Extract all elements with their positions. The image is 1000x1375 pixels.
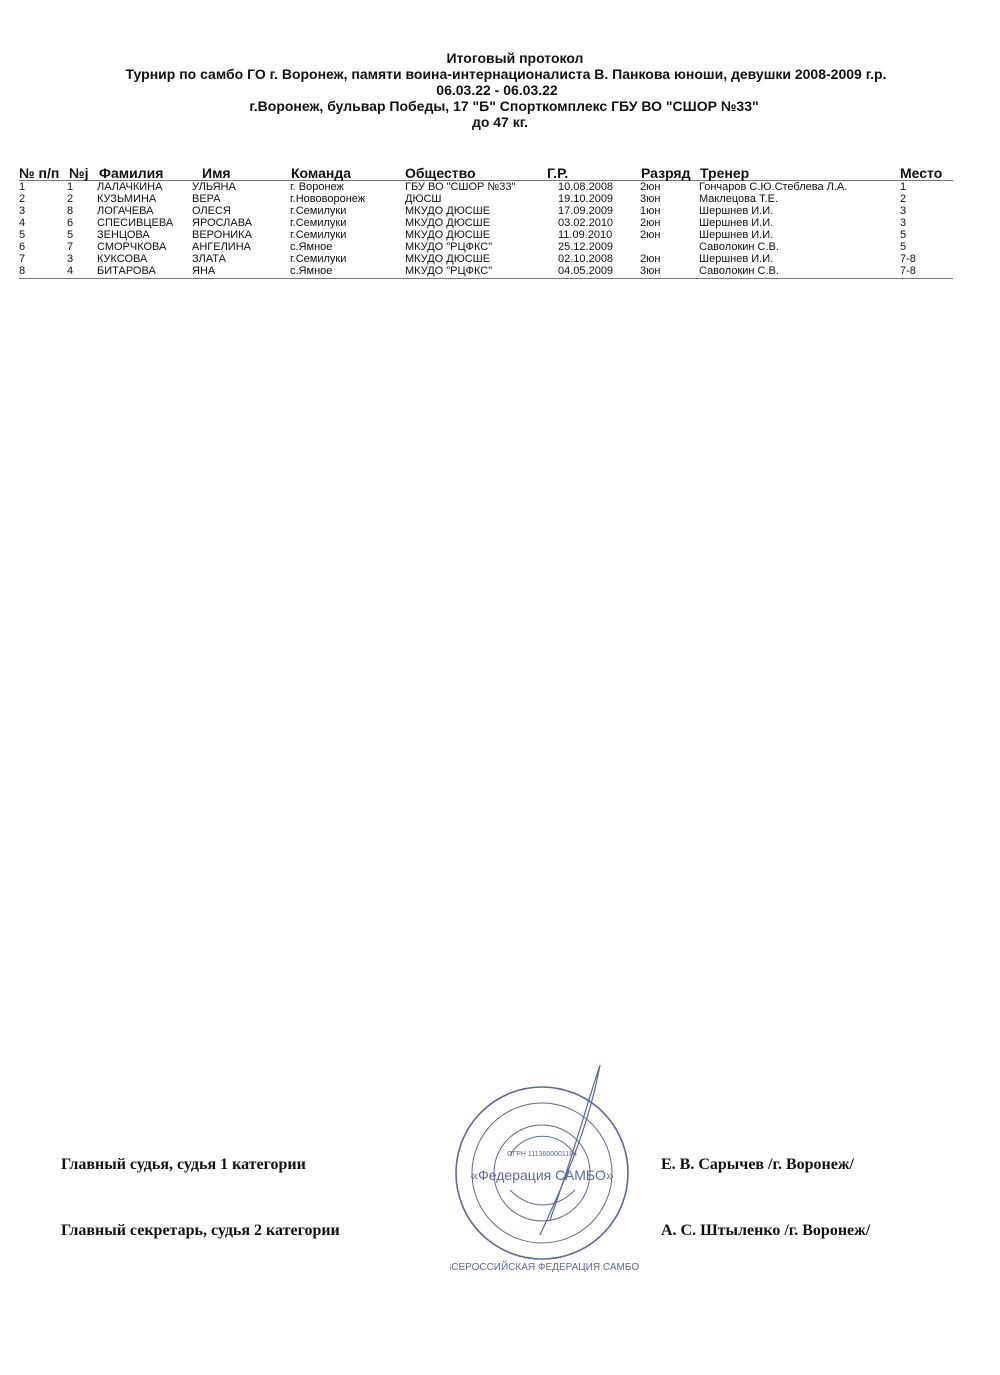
cell-np: 1 xyxy=(19,181,26,193)
cell-np: 6 xyxy=(19,241,26,253)
cell-society: МКУДО ДЮСШЕ xyxy=(405,253,491,265)
cell-team: г.Семилуки xyxy=(290,253,347,265)
tournament-title: Турнир по самбо ГО г. Воронеж, памяти воина-интернационалиста В. Панкова юноши, девушки 2008-2009 г.р. xyxy=(125,66,887,82)
chief-secretary-name: А. С. Штыленко /г. Воронеж/ xyxy=(661,1222,871,1239)
cell-society: ДЮСШ xyxy=(405,193,442,205)
cell-society: МКУДО ДЮСШЕ xyxy=(405,229,491,241)
cell-name: АНГЕЛИНА xyxy=(192,241,251,253)
weight-category: до 47 кг. xyxy=(471,114,529,130)
seal-ogrn: ОГРН 1113600001184 xyxy=(507,1151,577,1158)
table-row xyxy=(19,229,953,241)
cell-rank: 2юн xyxy=(640,181,661,193)
cell-society: ГБУ ВО "СШОР №33" xyxy=(405,181,516,193)
table-row xyxy=(19,193,953,205)
cell-np: 7 xyxy=(19,253,26,265)
cell-team: г.Семилуки xyxy=(290,229,347,241)
seal-stamp-icon xyxy=(450,1060,640,1290)
document-header xyxy=(0,50,1000,130)
cell-coach: Шершнев И.И. xyxy=(699,253,774,265)
cell-surname: БИТАРОВА xyxy=(97,265,156,277)
cell-surname: ЛАЛАЧКИНА xyxy=(97,181,163,193)
cell-team: г.Семилуки xyxy=(290,205,347,217)
cell-place: 3 xyxy=(900,217,907,229)
cell-name: ВЕРОНИКА xyxy=(192,229,252,241)
col-header-surname: Фамилия xyxy=(99,165,164,181)
signature-stroke xyxy=(540,1065,600,1235)
cell-place: 2 xyxy=(900,193,907,205)
cell-surname: СПЕСИВЦЕВА xyxy=(97,217,174,229)
table-row xyxy=(19,217,953,229)
table-row xyxy=(19,253,953,265)
cell-rank: 1юн xyxy=(640,205,661,217)
cell-place: 7-8 xyxy=(900,265,916,277)
cell-np: 8 xyxy=(19,265,26,277)
cell-birth: 03.02.2010 xyxy=(558,217,614,229)
cell-rank: 2юн xyxy=(640,253,661,265)
cell-np: 4 xyxy=(19,217,26,229)
col-header-rank: Разряд xyxy=(641,165,691,181)
cell-coach: Шершнев И.И. xyxy=(699,205,774,217)
table-row xyxy=(19,205,953,217)
results-table xyxy=(19,162,953,279)
cell-rank: 2юн xyxy=(640,217,661,229)
seal-outer: ВСЕРОССИЙСКАЯ ФЕДЕРАЦИЯ САМБО xyxy=(450,1262,640,1273)
table-row xyxy=(19,265,953,277)
cell-name: ЯРОСЛАВА xyxy=(192,217,253,229)
cell-name: ВЕРА xyxy=(192,193,221,205)
cell-rank: 3юн xyxy=(640,193,661,205)
col-header-team: Команда xyxy=(291,165,351,181)
cell-np: 5 xyxy=(19,229,26,241)
cell-rank: 2юн xyxy=(640,229,661,241)
cell-place: 1 xyxy=(900,181,907,193)
cell-place: 7-8 xyxy=(900,253,916,265)
cell-society: МКУДО ДЮСШЕ xyxy=(405,217,491,229)
cell-birth: 02.10.2008 xyxy=(558,253,614,265)
cell-no: 2 xyxy=(67,193,74,205)
cell-birth: 04.05.2009 xyxy=(558,265,614,277)
cell-name: УЛЬЯНА xyxy=(192,181,236,193)
cell-no: 8 xyxy=(67,205,74,217)
cell-coach: Гончаров С.Ю.Стеблева Л.А. xyxy=(699,181,848,193)
cell-birth: 19.10.2009 xyxy=(558,193,614,205)
col-header-birth: Г.Р. xyxy=(547,165,569,181)
cell-no: 4 xyxy=(67,265,74,277)
tournament-venue: г.Воронеж, бульвар Победы, 17 "Б" Спорткомплекс ГБУ ВО "СШОР №33" xyxy=(249,98,759,114)
cell-place: 5 xyxy=(900,241,907,253)
cell-surname: СМОРЧКОВА xyxy=(97,241,167,253)
cell-coach: Саволокин С.В. xyxy=(699,241,779,253)
cell-no: 3 xyxy=(67,253,74,265)
cell-birth: 10.08.2008 xyxy=(558,181,614,193)
seal-center: «Федерация САМБО» xyxy=(470,1167,614,1183)
cell-no: 1 xyxy=(67,181,74,193)
col-header-coach: Тренер xyxy=(700,165,750,181)
cell-coach: Маклецова Т.Е. xyxy=(699,193,779,205)
cell-name: ЗЛАТА xyxy=(192,253,226,265)
cell-team: г.Нововоронеж xyxy=(290,193,366,205)
cell-birth: 25.12.2009 xyxy=(558,241,614,253)
cell-birth: 11.09.2010 xyxy=(558,229,613,241)
col-header-no: №j xyxy=(69,165,89,181)
cell-name: ЯНА xyxy=(192,265,216,277)
table-body xyxy=(19,181,953,277)
cell-rank: 3юн xyxy=(640,265,661,277)
cell-coach: Шершнев И.И. xyxy=(699,217,774,229)
chief-secretary-label: Главный секретарь, судья 2 категории xyxy=(61,1222,340,1239)
cell-surname: ЛОГАЧЕВА xyxy=(97,205,154,217)
chief-judge-label: Главный судья, судья 1 категории xyxy=(61,1156,306,1173)
cell-no: 7 xyxy=(67,241,74,253)
chief-judge-name: Е. В. Сарычев /г. Воронеж/ xyxy=(661,1156,854,1173)
cell-no: 5 xyxy=(67,229,74,241)
col-header-name: Имя xyxy=(202,165,231,181)
cell-name: ОЛЕСЯ xyxy=(192,205,231,217)
cell-society: МКУДО ДЮСШЕ xyxy=(405,205,491,217)
table-row xyxy=(19,241,953,253)
col-header-society: Общество xyxy=(405,165,476,181)
cell-birth: 17.09.2009 xyxy=(558,205,614,217)
cell-coach: Саволокин С.В. xyxy=(699,265,779,277)
tournament-dates: 06.03.22 - 06.03.22 xyxy=(436,82,558,98)
cell-place: 3 xyxy=(900,205,907,217)
cell-team: с.Ямное xyxy=(290,265,333,277)
cell-surname: ЗЕНЦОВА xyxy=(97,229,150,241)
cell-surname: КУКСОВА xyxy=(97,253,148,265)
cell-coach: Шершнев И.И. xyxy=(699,229,774,241)
table-row xyxy=(19,181,953,193)
cell-society: МКУДО "РЦФКС" xyxy=(405,265,493,277)
cell-place: 5 xyxy=(900,229,907,241)
organization-seal xyxy=(450,1060,640,1290)
col-header-place: Место xyxy=(900,165,943,181)
cell-team: с.Ямное xyxy=(290,241,333,253)
cell-society: МКУДО "РЦФКС" xyxy=(405,241,493,253)
table-header xyxy=(19,162,953,181)
cell-np: 3 xyxy=(19,205,26,217)
cell-team: г.Семилуки xyxy=(290,217,347,229)
cell-np: 2 xyxy=(19,193,26,205)
cell-surname: КУЗЬМИНА xyxy=(97,193,157,205)
protocol-title: Итоговый протокол xyxy=(446,50,584,66)
table-bottom-rule xyxy=(19,278,953,279)
cell-team: г. Воронеж xyxy=(290,181,344,193)
col-header-np: № п/п xyxy=(19,165,60,181)
cell-no: 6 xyxy=(67,217,74,229)
